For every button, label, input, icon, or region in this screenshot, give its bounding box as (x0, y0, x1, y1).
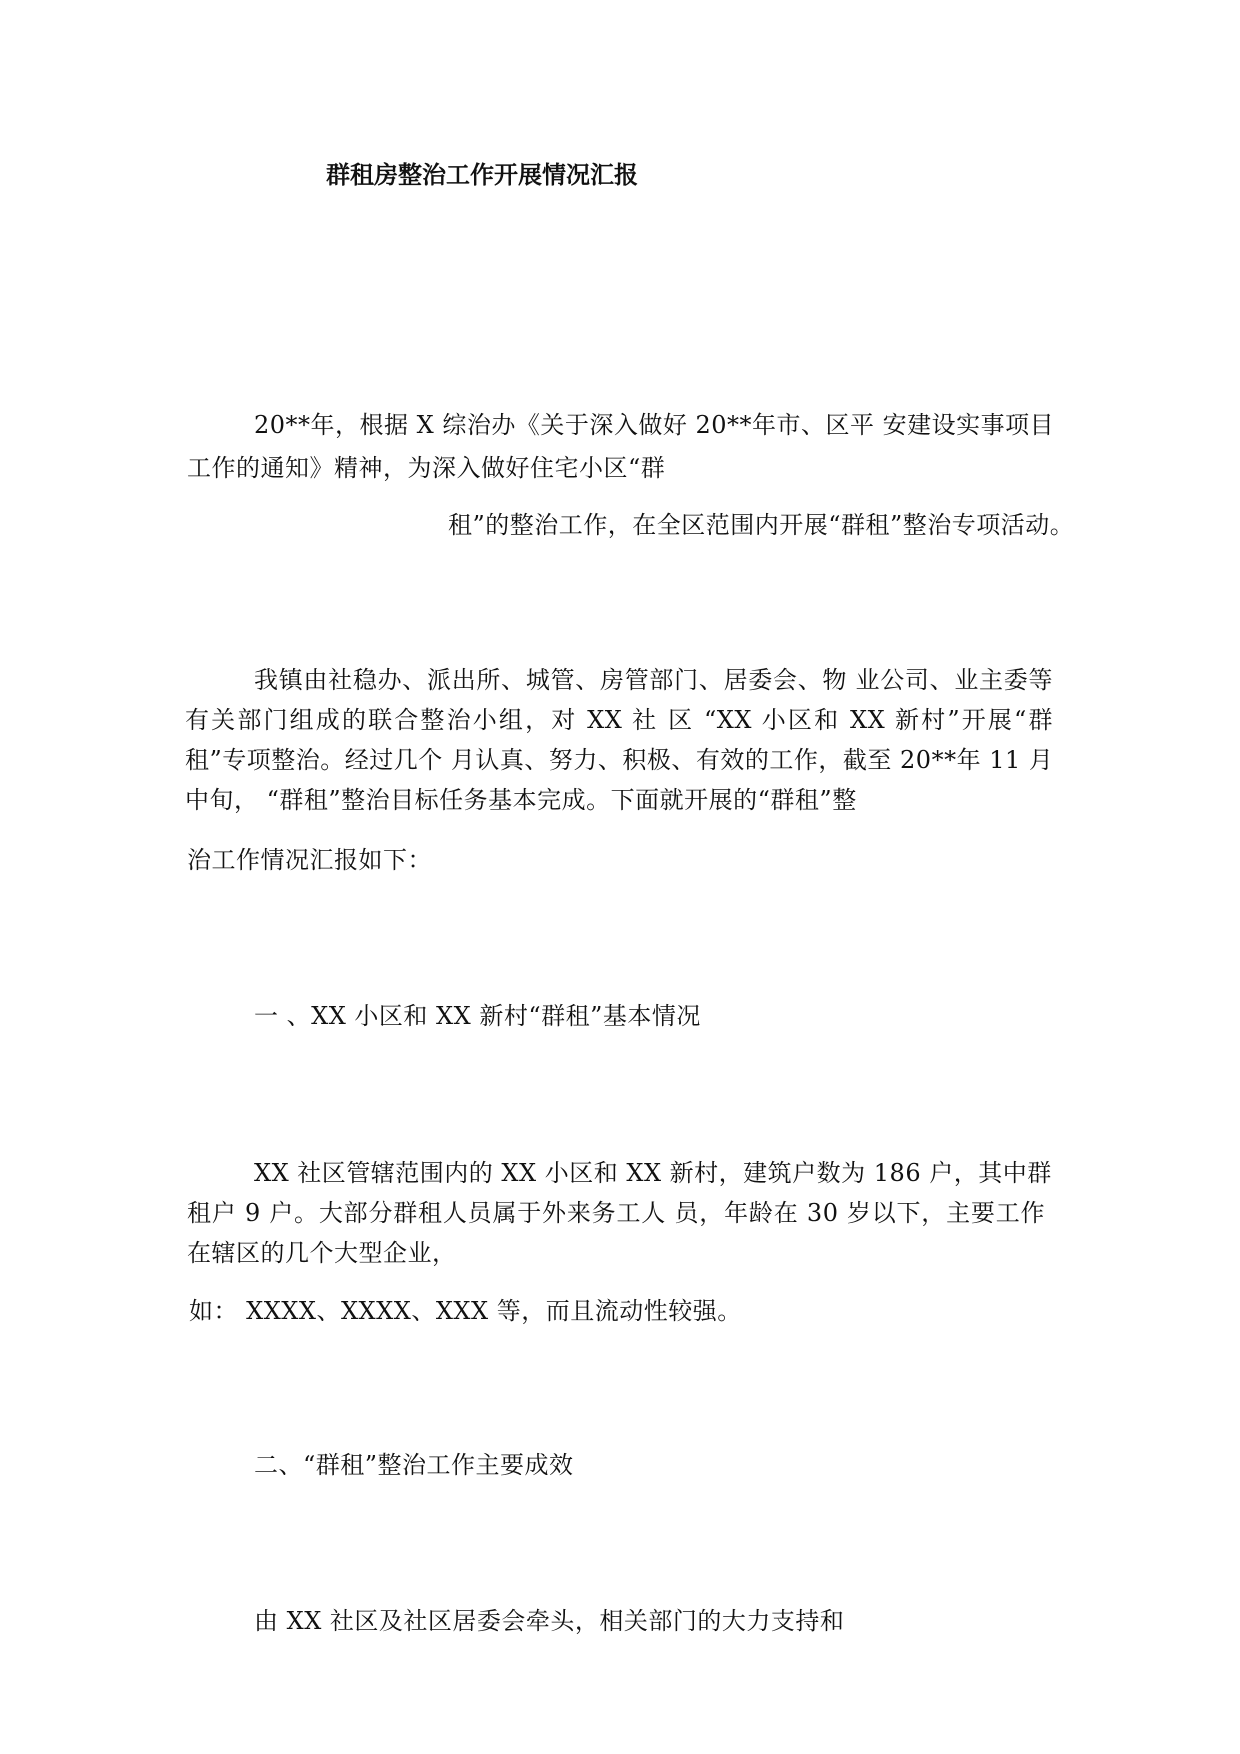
paragraph-3-line-1: XX 社区管辖范围内的 XX 小区和 XX 新村，建筑户数为 186 户，其中群 (254, 1159, 1052, 1187)
section-heading-2: 二、“群租”整治工作主要成效 (254, 1451, 574, 1479)
paragraph-3-line-3: 在辖区的几个大型企业， (187, 1239, 457, 1267)
paragraph-1-line-3: 租”的整治工作，在全区范围内开展“群租”整治专项活动。 (448, 511, 1075, 539)
paragraph-1-line-1: 20**年，根据 X 综治办《关于深入做好 20**年市、区平 安建设实事项目 (254, 411, 1055, 439)
paragraph-3-line-2: 租户 9 户。大部分群租人员属于外来务工人 员，年龄在 30 岁以下，主要工作 (187, 1199, 1045, 1227)
paragraph-3-line-4: 如： XXXX、XXXX、XXX 等，而且流动性较强。 (189, 1297, 742, 1325)
paragraph-2-line-5: 治工作情况汇报如下： (187, 846, 432, 874)
paragraph-1-line-2: 工作的通知》精神，为深入做好住宅小区“群 (187, 454, 666, 482)
paragraph-2-line-1: 我镇由社稳办、派出所、城管、房管部门、居委会、物 业公司、业主委等 (254, 666, 1053, 694)
document-title: 群租房整治工作开展情况汇报 (326, 161, 638, 189)
paragraph-2-line-2: 有关部门组成的联合整治小组，对 XX 社 区 “XX 小区和 XX 新村”开展“群 (185, 706, 1053, 734)
paragraph-2-line-3: 租”专项整治。经过几个 月认真、努力、积极、有效的工作，截至 20**年 11 月 (185, 746, 1054, 774)
paragraph-2-line-4: 中旬， “群租”整治目标任务基本完成。下面就开展的“群租”整 (185, 786, 857, 814)
paragraph-4-line-1: 由 XX 社区及社区居委会牵头，相关部门的大力支持和 (254, 1607, 845, 1635)
section-heading-1: 一 、XX 小区和 XX 新村“群租”基本情况 (254, 1002, 701, 1030)
